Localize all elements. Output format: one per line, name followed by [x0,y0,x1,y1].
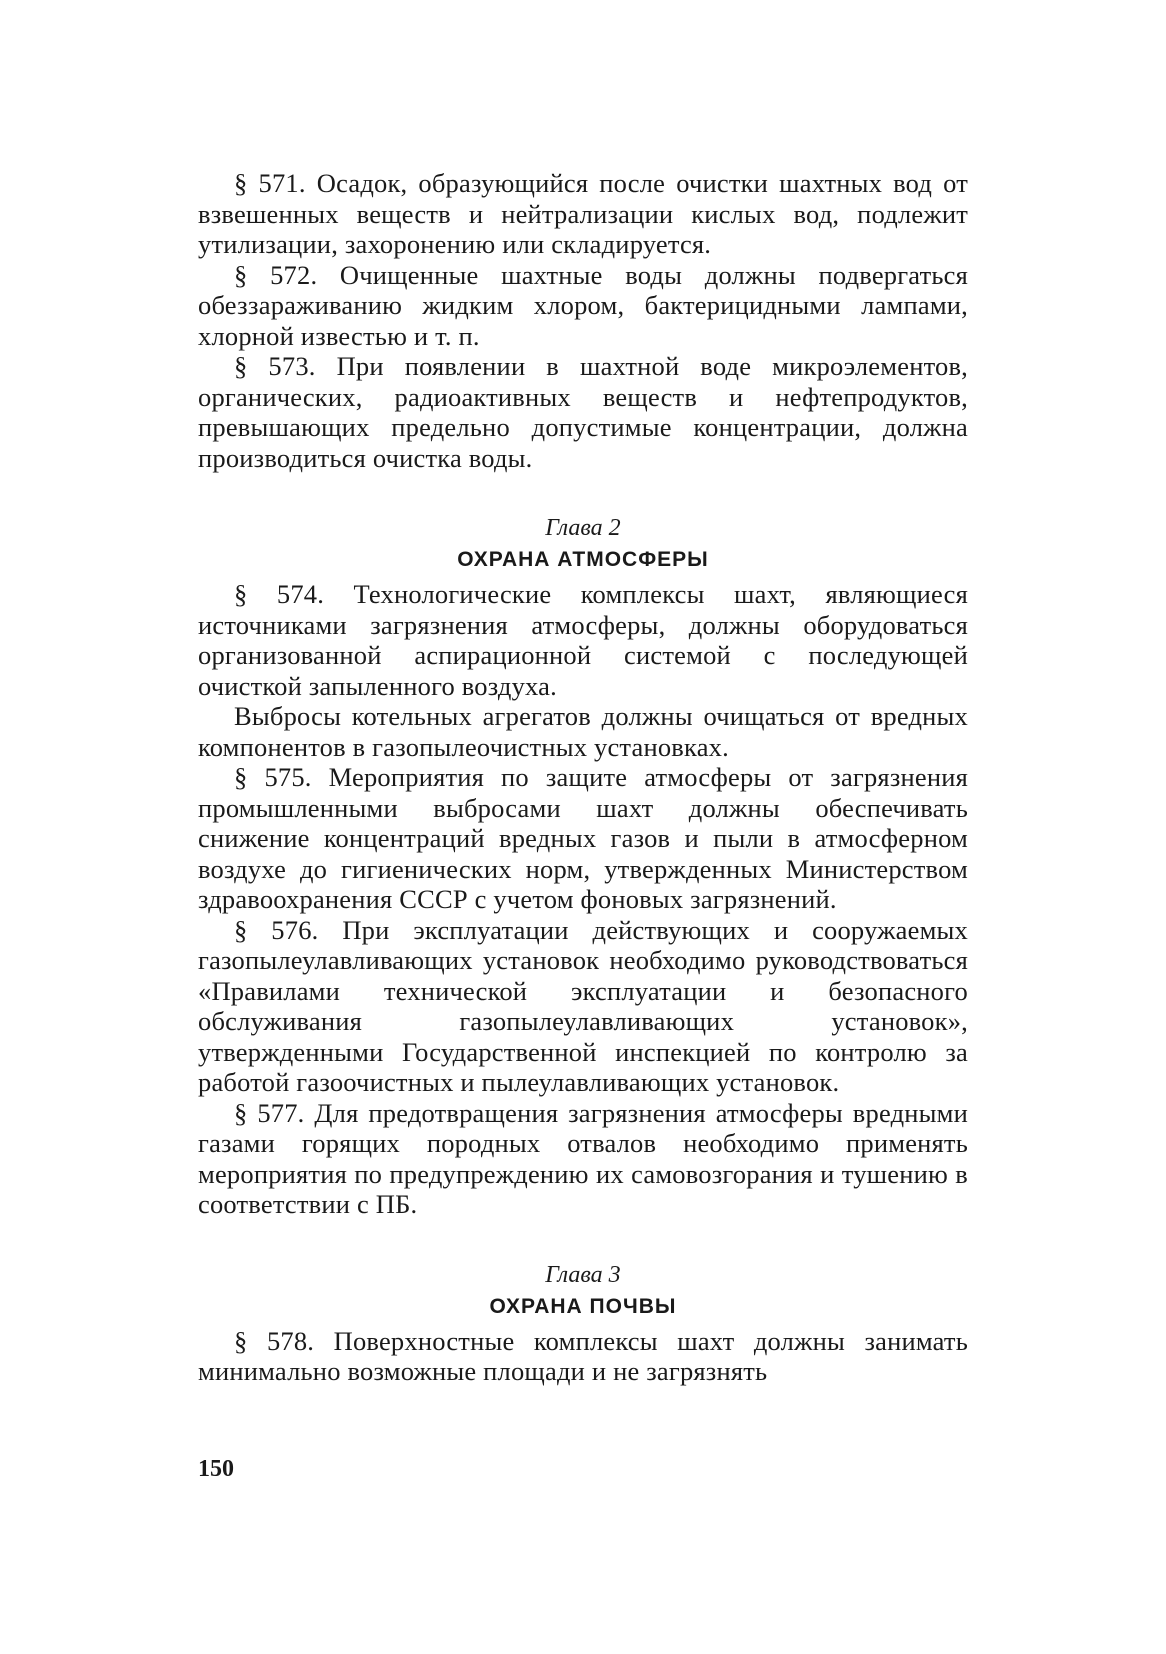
paragraph-575: § 575. Мероприятия по защите атмосферы от загрязнения промышленными выбросами шахт должны обеспечивать снижение концентраций вредных газов и пыли в атмосферном воздухе до гигиенических норм, утвержденных Министерством здравоохранения СССР с учетом фоновых загрязнений. [198,762,968,914]
chapter-2-title: ОХРАНА АТМОСФЕРЫ [457,548,709,571]
section-spacer [198,473,968,513]
page-body [198,168,968,1387]
paragraph-573: § 573. При появлении в шахтной воде микроэлементов, органических, радиоактивных веществ и нефтепродуктов, превышающих предельно допустимые концентрации, должна производиться очистка воды. [198,351,968,473]
paragraph-578: § 578. Поверхностные комплексы шахт должны занимать минимально возможные площади и не загрязнять [198,1325,968,1386]
paragraph-576: § 576. При эксплуатации действующих и сооружаемых газопылеулавливающих установок необходимо руководствоваться «Правилами технической эксплуатации и безопасного обслуживания газопылеулавливающих установок», утвержденными Государственной инспекцией по контролю за работой газоочистных и пылеулавливающих установок. [198,914,968,1097]
chapter-2-label: Глава 2 [545,515,621,541]
page-number: 150 [198,1456,234,1482]
section-spacer [198,1220,968,1260]
paragraph-572: § 572. Очищенные шахтные воды должны подвергаться обеззараживанию жидким хлором, бактерицидными лампами, хлорной известью и т. п. [198,259,968,351]
chapter-3-label: Глава 3 [545,1261,621,1288]
paragraph-571: § 571. Осадок, образующийся после очистки шахтных вод от взвешенных веществ и нейтрализации кислых вод, подлежит утилизации, захоронению или складируется. [198,168,968,259]
paragraph-577: § 577. Для предотвращения загрязнения атмосферы вредными газами горящих породных отвалов необходимо применять мероприятия по предупреждению их самовозгорания и тушению в соответствии с ПБ. [198,1097,968,1219]
paragraph-boiler-emissions: Выбросы котельных агрегатов должны очищаться от вредных компонентов в газопылеочистных установках. [198,701,968,762]
chapter-3-title: ОХРАНА ПОЧВЫ [489,1294,677,1318]
paragraph-574: § 574. Технологические комплексы шахт, являющиеся источниками загрязнения атмосферы, должны оборудоваться организованной аспирационной системой с последующей очисткой запыленного воздуха. [198,579,968,701]
